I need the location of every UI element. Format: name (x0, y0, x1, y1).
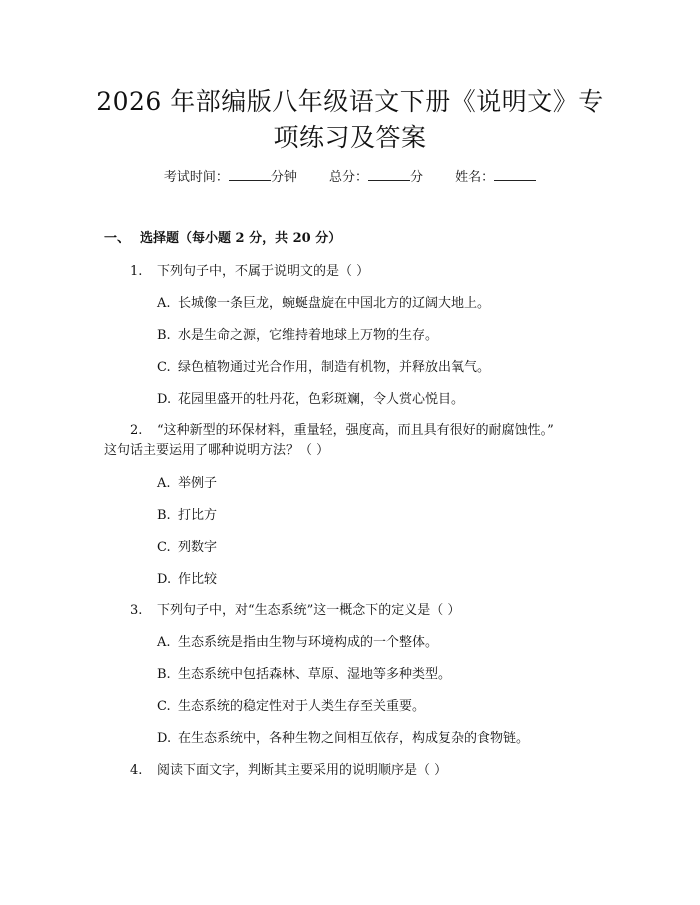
option-letter: D. (157, 731, 172, 746)
answer-option[interactable] (157, 665, 451, 685)
option-letter: A. (157, 476, 171, 491)
option-text: 生态系统中包括森林、草原、湿地等多种类型。 (178, 667, 452, 682)
option-text: 举例子 (178, 476, 218, 491)
question-stem-continued: 这句话主要运用了哪种说明方法？（ ） (104, 443, 330, 458)
question-number: 1. (130, 264, 143, 279)
total-score-label: 总分： (328, 170, 368, 185)
exam-time-label: 考试时间： (163, 170, 229, 185)
option-letter: B. (157, 667, 171, 682)
student-name-field (455, 168, 536, 188)
option-letter: B. (157, 328, 171, 343)
exam-time-unit: 分钟 (270, 170, 297, 185)
exam-info-row (0, 168, 700, 188)
total-score-field (329, 168, 423, 188)
question-text: 下列句子中，不属于说明文的是（ ） (157, 264, 370, 279)
student-name-label: 姓名： (455, 170, 495, 185)
answer-option[interactable] (157, 729, 529, 749)
student-name-blank[interactable] (494, 168, 536, 181)
document-title-line-1: 2026 年部编版八年级语文下册《说明文》专 (96, 87, 604, 116)
option-text: 生态系统的稳定性对于人类生存至关重要。 (178, 699, 426, 714)
section-heading (104, 229, 341, 249)
answer-option[interactable] (157, 538, 217, 558)
section-title: 选择题（每小题 2 分，共 20 分） (140, 231, 342, 246)
answer-option[interactable] (157, 570, 217, 590)
option-text: 列数字 (178, 540, 218, 555)
answer-option[interactable] (157, 506, 217, 526)
question-text: “这种新型的环保材料，重量轻，强度高，而且具有很好的耐腐蚀性。” (157, 423, 554, 438)
option-text: 在生态系统中，各种生物之间相互依存，构成复杂的食物链。 (178, 731, 530, 746)
option-text: 生态系统是指由生物与环境构成的一个整体。 (178, 635, 439, 650)
answer-option[interactable] (157, 633, 438, 653)
question-stem (130, 761, 447, 781)
question-number: 4. (130, 763, 143, 778)
answer-option[interactable] (157, 474, 217, 494)
section-number: 一、 (104, 231, 131, 246)
exam-time-field (164, 168, 297, 188)
answer-option[interactable] (157, 390, 464, 410)
option-letter: C. (157, 699, 171, 714)
option-letter: C. (157, 360, 171, 375)
answer-option[interactable] (157, 326, 438, 346)
question-text: 下列句子中，对“生态系统”这一概念下的定义是（ ） (157, 603, 461, 618)
option-letter: A. (157, 635, 171, 650)
question-stem (130, 262, 369, 282)
option-letter: D. (157, 572, 172, 587)
document-title-line-2: 项练习及答案 (273, 123, 427, 152)
total-score-blank[interactable] (368, 168, 410, 181)
option-text: 打比方 (178, 508, 218, 523)
question-text: 阅读下面文字，判断其主要采用的说明顺序是（ ） (157, 763, 448, 778)
question-number: 2. (130, 423, 143, 438)
exam-time-blank[interactable] (229, 168, 271, 181)
option-text: 长城像一条巨龙，蜿蜒盘旋在中国北方的辽阔大地上。 (178, 296, 491, 311)
option-text: 绿色植物通过光合作用，制造有机物，并释放出氧气。 (178, 360, 491, 375)
option-letter: D. (157, 392, 172, 407)
option-text: 水是生命之源，它维持着地球上万物的生存。 (178, 328, 439, 343)
answer-option[interactable] (157, 294, 490, 314)
option-letter: C. (157, 540, 171, 555)
question-number: 3. (130, 603, 143, 618)
question-stem (130, 601, 460, 621)
option-text: 花园里盛开的牡丹花，色彩斑斓，令人赏心悦目。 (178, 392, 465, 407)
answer-option[interactable] (157, 697, 425, 717)
option-text: 作比较 (178, 572, 218, 587)
option-letter: B. (157, 508, 171, 523)
option-letter: A. (157, 296, 171, 311)
answer-option[interactable] (157, 358, 490, 378)
total-score-unit: 分 (410, 170, 424, 185)
question-stem (130, 421, 554, 441)
